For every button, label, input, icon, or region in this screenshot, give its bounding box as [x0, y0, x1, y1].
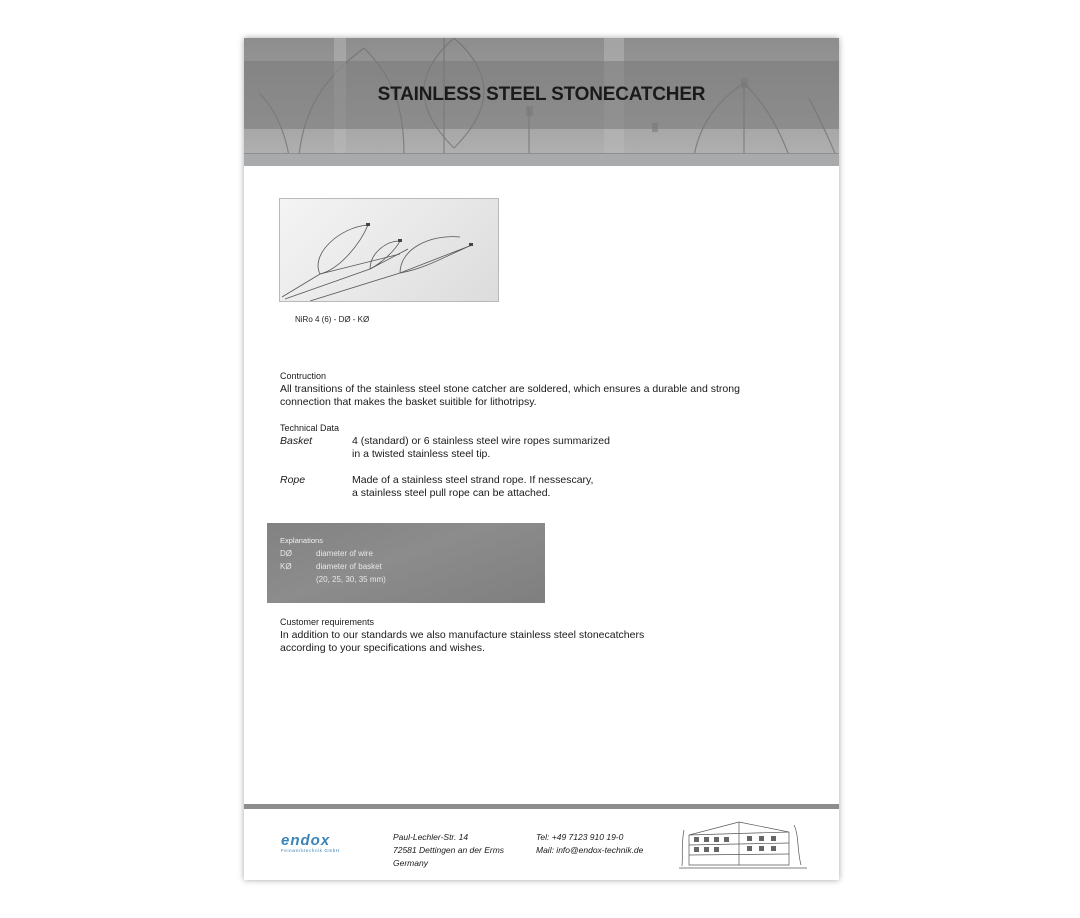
rope-description [352, 474, 593, 500]
stonecatcher-baskets-image [280, 199, 498, 301]
explanations-heading: Explanations [280, 536, 323, 545]
header-banner [244, 38, 839, 166]
footer-address [393, 831, 504, 870]
rope-line: a stainless steel pull rope can be attached. [352, 487, 551, 499]
basket-label: Basket [280, 435, 313, 447]
building-sketch-image [679, 810, 807, 874]
photo-caption: NiRo 4 (6) - DØ - KØ [295, 315, 370, 324]
construction-text [280, 383, 820, 409]
address-line: 72581 Dettingen an der Erms [393, 845, 505, 855]
construction-section [280, 371, 326, 381]
construction-line: connection that makes the basket suitible for lithotripsy. [280, 396, 537, 408]
endox-logo [281, 833, 366, 855]
basket-line: in a twisted stainless steel tip. [352, 448, 491, 460]
customer-heading: Customer requirements [280, 617, 375, 627]
explanation-symbol: DØ [280, 549, 292, 558]
customer-line: according to your specifications and wishes. [280, 642, 485, 654]
footer-divider [244, 804, 839, 809]
address-line: Paul-Lechler-Str. 14 [393, 832, 469, 842]
basket-description [352, 435, 610, 461]
address-line: Germany [393, 858, 428, 868]
explanation-text: (20, 25, 30, 35 mm) [316, 575, 386, 584]
basket-line: 4 (standard) or 6 stainless steel wire ropes summarized [352, 435, 610, 447]
banner-floor [244, 153, 839, 166]
explanation-text: diameter of wire [316, 549, 373, 558]
explanation-text: diameter of basket [316, 562, 382, 571]
contact-phone: Tel: +49 7123 910 19-0 [536, 832, 624, 842]
explanations-box [267, 523, 545, 603]
construction-line: All transitions of the stainless steel stone catcher are soldered, which ensures a durable and strong [280, 383, 740, 395]
technical-data-heading: Technical Data [280, 423, 340, 433]
contact-mail[interactable]: Mail: info@endox-technik.de [536, 845, 644, 855]
construction-heading: Contruction [280, 371, 327, 381]
customer-text [280, 629, 800, 655]
footer-contact [536, 831, 643, 857]
customer-line: In addition to our standards we also manufacture stainless steel stonecatchers [280, 629, 645, 641]
product-photo [279, 198, 499, 302]
explanation-symbol: KØ [280, 562, 292, 571]
document-page [244, 38, 839, 880]
page-title: STAINLESS STEEL STONECATCHER [377, 84, 706, 105]
rope-label: Rope [280, 474, 306, 486]
logo-wordmark: endox [281, 832, 331, 849]
rope-line: Made of a stainless steel strand rope. If nessescary, [352, 474, 594, 486]
logo-subtitle: Feinwerktechnik GmbH [281, 848, 340, 853]
